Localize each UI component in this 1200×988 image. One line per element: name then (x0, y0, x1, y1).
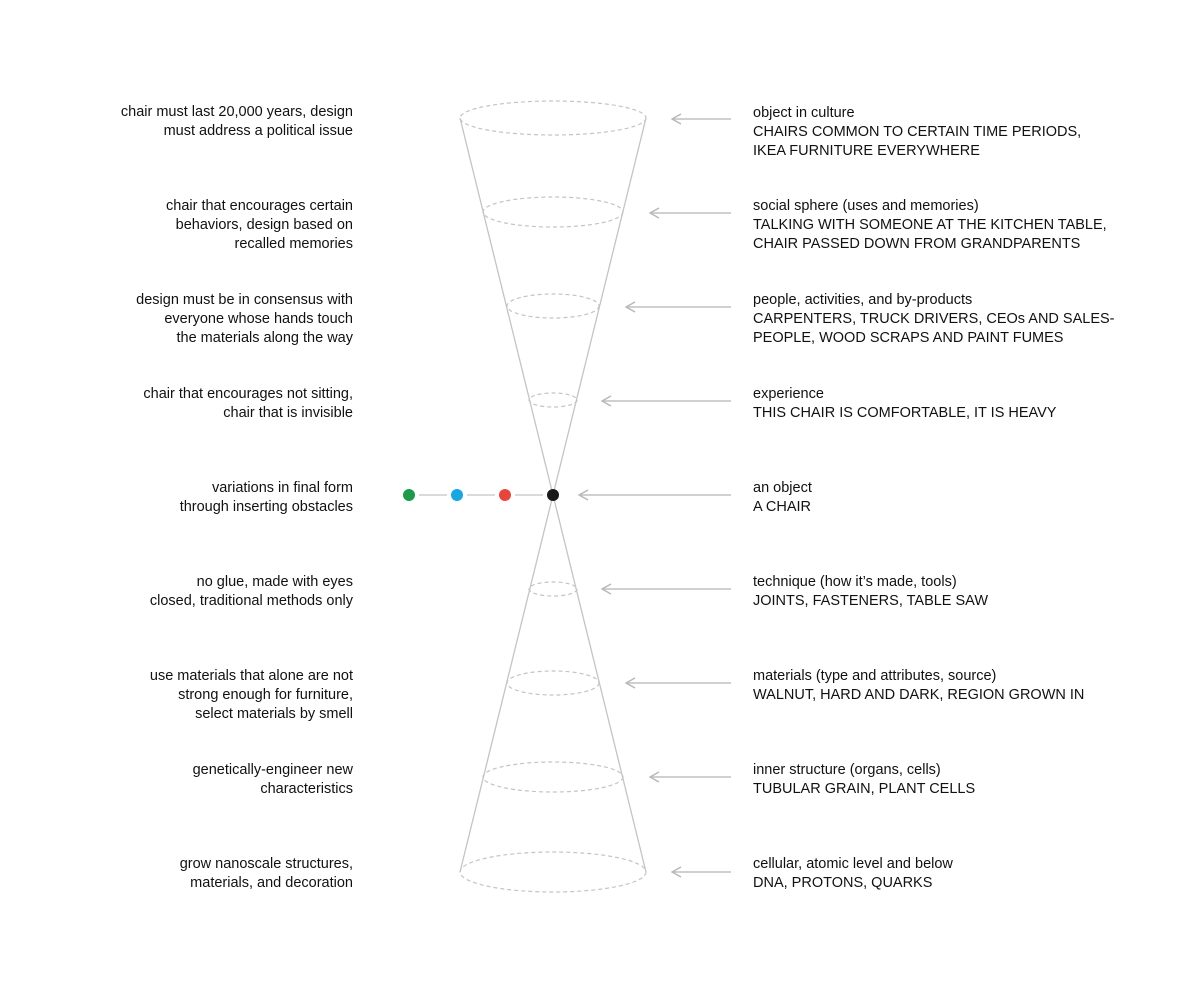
level-description: THIS CHAIR IS COMFORTABLE, IT IS HEAVY (753, 405, 1057, 421)
level-description: CHAIRS COMMON TO CERTAIN TIME PERIODS, IKEA FURNITURE EVERYWHERE (753, 124, 1082, 159)
level-caption: an object (753, 480, 812, 496)
red-dot (499, 489, 511, 501)
level-description: A CHAIR (753, 499, 812, 515)
arrow-7 (626, 678, 731, 688)
level-experience (753, 385, 1193, 423)
green-dot (403, 489, 415, 501)
level-caption: cellular, atomic level and below (753, 856, 953, 872)
variation-dots (403, 489, 559, 501)
level-description: DNA, PROTONS, QUARKS (753, 875, 933, 891)
level-atomic (753, 855, 1193, 893)
level-caption: materials (type and attributes, source) (753, 668, 997, 684)
level-caption: inner structure (organs, cells) (753, 762, 941, 778)
arrow-3 (626, 302, 731, 312)
left-text-people: design must be in consensus with everyone whose hands touch the materials along the way (136, 292, 353, 346)
level-people-activities (753, 291, 1193, 348)
left-text-culture: chair must last 20,000 years, design must address a political issue (120, 104, 353, 139)
arrow-6 (602, 584, 731, 594)
arrow-5 (579, 490, 731, 500)
arrow-4 (602, 396, 731, 406)
level-materials (753, 667, 1193, 705)
level-ellipse-6 (507, 671, 599, 695)
level-ellipse-3 (507, 294, 599, 318)
level-caption: people, activities, and by-products (753, 292, 973, 308)
left-text-object: variations in final form through inserting obstacles (179, 480, 353, 515)
arrow-1 (672, 114, 731, 124)
arrow-9 (672, 867, 731, 877)
level-ellipse-2 (483, 197, 623, 227)
arrow-8 (650, 772, 731, 782)
level-ellipse-8 (460, 852, 646, 892)
left-text-experience: chair that encourages not sitting, chair that is invisible (143, 386, 353, 421)
left-text-atomic: grow nanoscale structures, materials, and decoration (179, 856, 353, 891)
left-text-structure: genetically-engineer new characteristics (192, 762, 353, 797)
level-ellipse-7 (483, 762, 623, 792)
level-description: WALNUT, HARD AND DARK, REGION GROWN IN (753, 687, 1085, 703)
level-description: JOINTS, FASTENERS, TABLE SAW (753, 593, 989, 609)
level-an-object (753, 479, 1193, 517)
level-arrows (579, 114, 731, 877)
level-caption: social sphere (uses and memories) (753, 198, 979, 214)
level-social-sphere (753, 197, 1193, 254)
level-ellipse-4 (529, 393, 577, 407)
level-caption: experience (753, 386, 824, 402)
left-text-materials: use materials that alone are not strong enough for furniture, select materials by smell (149, 668, 353, 722)
left-text-technique: no glue, made with eyes closed, traditional methods only (149, 574, 353, 609)
level-ellipse-1 (460, 101, 646, 135)
blue-dot (451, 489, 463, 501)
level-caption: technique (how it’s made, tools) (753, 574, 957, 590)
apex-object-dot (547, 489, 559, 501)
level-object-in-culture (753, 104, 1193, 161)
arrow-2 (650, 208, 731, 218)
level-inner-structure (753, 761, 1193, 799)
level-description: TALKING WITH SOMEONE AT THE KITCHEN TABLE, CHAIR PASSED DOWN FROM GRANDPARENTS (753, 217, 1107, 252)
level-technique (753, 573, 1193, 611)
level-description: CARPENTERS, TRUCK DRIVERS, CEOs AND SALES- PEOPLE, WOOD SCRAPS AND PAINT FUMES (753, 311, 1115, 346)
level-description: TUBULAR GRAIN, PLANT CELLS (753, 781, 976, 797)
level-caption: object in culture (753, 105, 855, 121)
level-ellipse-5 (529, 582, 577, 596)
left-text-social: chair that encourages certain behaviors, design based on recalled memories (166, 198, 353, 252)
